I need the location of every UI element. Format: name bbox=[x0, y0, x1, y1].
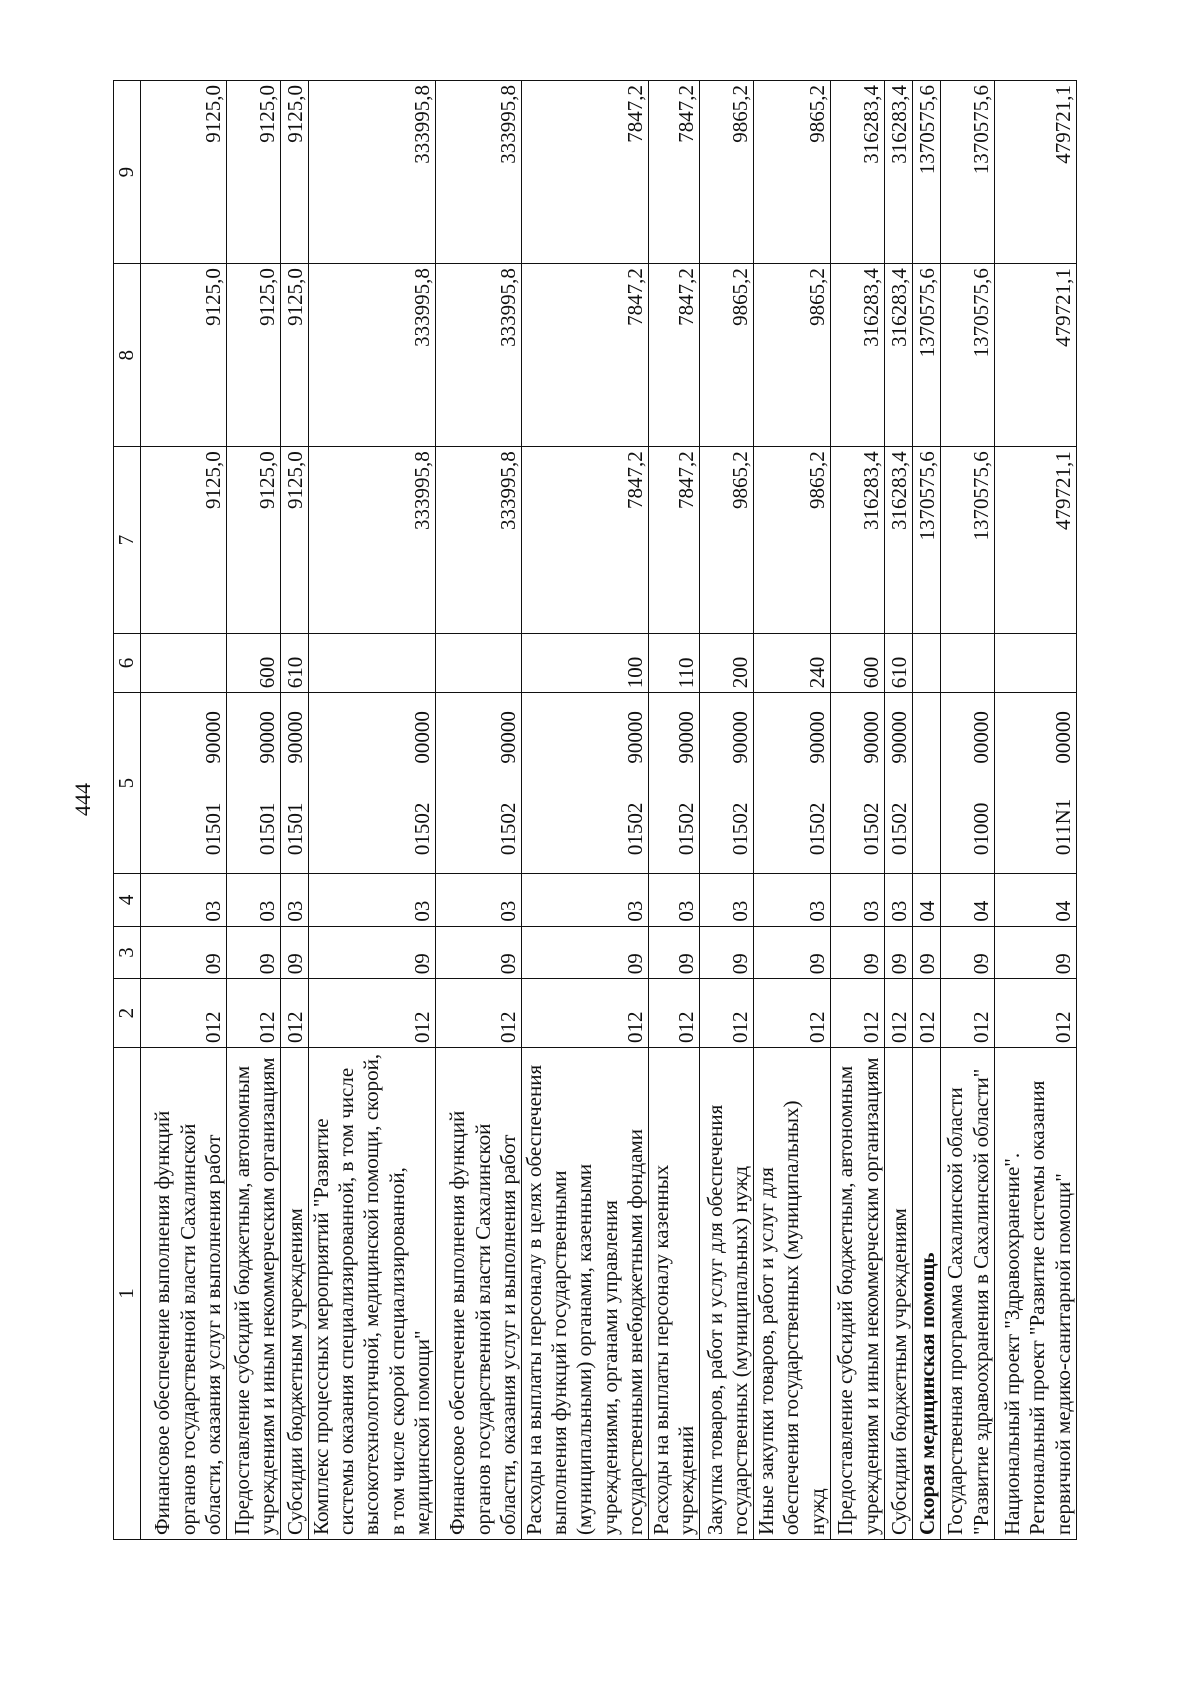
target-article-cell bbox=[648, 693, 699, 874]
row-name-cell: Субсидии бюджетным учреждениям bbox=[281, 1047, 309, 1539]
target-article-prefix: 01502 bbox=[409, 802, 434, 856]
subsection-code-cell: 03 bbox=[700, 874, 754, 927]
expense-type-cell: 100 bbox=[521, 633, 648, 693]
budget-table-rotated bbox=[113, 80, 1200, 1540]
target-article-suffix: 90000 bbox=[674, 711, 699, 764]
row-name-cell: Иные закупки товаров, работ и услуг для обеспечения государственных (муниципальных) нужд bbox=[754, 1047, 831, 1539]
header-cell: 8 bbox=[114, 264, 141, 447]
subsection-code-cell: 03 bbox=[141, 874, 227, 927]
target-article-cell bbox=[994, 693, 1076, 874]
target-article-suffix: 90000 bbox=[254, 711, 279, 764]
table-row bbox=[309, 81, 436, 1540]
amount-cell: 9125,0 bbox=[227, 81, 281, 264]
target-article-cell bbox=[141, 693, 227, 874]
expense-type-cell: 610 bbox=[281, 633, 309, 693]
target-article-suffix: 90000 bbox=[804, 711, 829, 764]
section-code-cell: 09 bbox=[227, 926, 281, 979]
expense-type-cell bbox=[141, 633, 227, 693]
row-name-cell: Национальный проект "Здравоохранение". Региональный проект "Развитие системы оказания первичной медико-санитарной помощи" bbox=[994, 1047, 1076, 1539]
amount-cell: 9865,2 bbox=[754, 264, 831, 447]
target-article-suffix: 00000 bbox=[968, 711, 993, 764]
amount-cell: 1370575,6 bbox=[912, 447, 940, 634]
header-cell: 6 bbox=[114, 633, 141, 693]
expense-type-cell: 600 bbox=[227, 633, 281, 693]
row-name-cell: Государственная программа Сахалинской области "Развитие здравоохранения в Сахалинской области" bbox=[940, 1047, 994, 1539]
target-article-prefix: 01000 bbox=[968, 802, 993, 856]
table-row bbox=[521, 81, 648, 1540]
expense-type-cell: 200 bbox=[700, 633, 754, 693]
target-article-suffix: 90000 bbox=[886, 711, 911, 764]
subsection-code-cell: 03 bbox=[830, 874, 884, 927]
target-article-cell bbox=[830, 693, 884, 874]
amount-cell: 9125,0 bbox=[141, 264, 227, 447]
row-name-cell: Скорая медицинская помощь bbox=[912, 1047, 940, 1539]
amount-cell: 1370575,6 bbox=[940, 264, 994, 447]
header-row bbox=[114, 81, 141, 1540]
table-row bbox=[648, 81, 699, 1540]
subsection-code-cell: 04 bbox=[994, 874, 1076, 927]
amount-cell: 9865,2 bbox=[700, 447, 754, 634]
target-article-cell bbox=[281, 693, 309, 874]
amount-cell: 7847,2 bbox=[521, 264, 648, 447]
amount-cell: 7847,2 bbox=[521, 447, 648, 634]
target-article-prefix: 01501 bbox=[282, 802, 307, 856]
table-row bbox=[830, 81, 884, 1540]
amount-cell: 9865,2 bbox=[700, 264, 754, 447]
admin-code-cell: 012 bbox=[830, 979, 884, 1048]
row-name-cell: Финансовое обеспечение выполнения функций органов государственной власти Сахалинской области, оказания услуг и выполнения работ bbox=[141, 1047, 227, 1539]
admin-code-cell: 012 bbox=[141, 979, 227, 1048]
header-cell: 5 bbox=[114, 693, 141, 874]
section-code-cell: 09 bbox=[141, 926, 227, 979]
amount-cell: 333995,8 bbox=[309, 447, 436, 634]
admin-code-cell: 012 bbox=[940, 979, 994, 1048]
admin-code-cell: 012 bbox=[994, 979, 1076, 1048]
amount-cell: 479721,1 bbox=[994, 447, 1076, 634]
target-article-prefix: 01502 bbox=[858, 802, 883, 856]
table-row bbox=[281, 81, 309, 1540]
section-code-cell: 09 bbox=[309, 926, 436, 979]
subsection-code-cell: 03 bbox=[435, 874, 521, 927]
expense-type-cell: 240 bbox=[754, 633, 831, 693]
amount-cell: 9125,0 bbox=[281, 81, 309, 264]
budget-table bbox=[113, 80, 1077, 1540]
target-article-cell bbox=[912, 693, 940, 874]
header-cell: 4 bbox=[114, 874, 141, 927]
target-article-suffix: 90000 bbox=[495, 711, 520, 764]
section-code-cell: 09 bbox=[648, 926, 699, 979]
section-code-cell: 09 bbox=[754, 926, 831, 979]
expense-type-cell bbox=[309, 633, 436, 693]
amount-cell: 316283,4 bbox=[884, 81, 912, 264]
subsection-code-cell: 04 bbox=[940, 874, 994, 927]
table-row bbox=[435, 81, 521, 1540]
target-article-prefix: 01502 bbox=[495, 802, 520, 856]
header-cell: 3 bbox=[114, 926, 141, 979]
subsection-code-cell: 03 bbox=[754, 874, 831, 927]
target-article-prefix: 011N1 bbox=[1050, 798, 1075, 856]
target-article-prefix: 01502 bbox=[622, 802, 647, 856]
admin-code-cell: 012 bbox=[281, 979, 309, 1048]
amount-cell: 333995,8 bbox=[309, 264, 436, 447]
table-row bbox=[754, 81, 831, 1540]
target-article-prefix: 01502 bbox=[674, 802, 699, 856]
section-code-cell: 09 bbox=[912, 926, 940, 979]
amount-cell: 9125,0 bbox=[281, 264, 309, 447]
section-code-cell: 09 bbox=[281, 926, 309, 979]
page-number: 444 bbox=[70, 783, 95, 816]
amount-cell: 7847,2 bbox=[648, 447, 699, 634]
expense-type-cell bbox=[940, 633, 994, 693]
target-article-prefix: 01502 bbox=[728, 802, 753, 856]
subsection-code-cell: 03 bbox=[281, 874, 309, 927]
target-article-cell bbox=[940, 693, 994, 874]
table-body bbox=[141, 81, 1077, 1540]
admin-code-cell: 012 bbox=[227, 979, 281, 1048]
table-row bbox=[700, 81, 754, 1540]
amount-cell: 9865,2 bbox=[754, 81, 831, 264]
row-name-cell: Расходы на выплаты персоналу казенных учреждений bbox=[648, 1047, 699, 1539]
row-name-cell: Расходы на выплаты персоналу в целях обеспечения выполнения функций государственными (муниципальными) органами, казенными учреждениями, органами управления государственными внебюджетными фондами bbox=[521, 1047, 648, 1539]
target-article-suffix: 90000 bbox=[282, 711, 307, 764]
target-article-prefix: 01502 bbox=[804, 802, 829, 856]
row-name-cell: Комплекс процессных мероприятий "Развитие системы оказания специализированной, в том числе высокотехнологичной, медицинской помощи, скорой, в том числе скорой специализированной, медицинской помощи" bbox=[309, 1047, 436, 1539]
subsection-code-cell: 03 bbox=[521, 874, 648, 927]
amount-cell: 9865,2 bbox=[700, 81, 754, 264]
table-row bbox=[141, 81, 227, 1540]
admin-code-cell: 012 bbox=[700, 979, 754, 1048]
target-article-cell bbox=[227, 693, 281, 874]
expense-type-cell bbox=[912, 633, 940, 693]
target-article-prefix: 01501 bbox=[254, 802, 279, 856]
header-cell: 1 bbox=[114, 1047, 141, 1539]
subsection-code-cell: 03 bbox=[227, 874, 281, 927]
table-row bbox=[940, 81, 994, 1540]
admin-code-cell: 012 bbox=[884, 979, 912, 1048]
amount-cell: 479721,1 bbox=[994, 81, 1076, 264]
target-article-suffix: 90000 bbox=[200, 711, 225, 764]
section-code-cell: 09 bbox=[830, 926, 884, 979]
amount-cell: 333995,8 bbox=[435, 81, 521, 264]
target-article-suffix: 90000 bbox=[858, 711, 883, 764]
amount-cell: 9125,0 bbox=[141, 447, 227, 634]
target-article-cell bbox=[521, 693, 648, 874]
section-code-cell: 09 bbox=[435, 926, 521, 979]
target-article-cell bbox=[435, 693, 521, 874]
header-cell: 2 bbox=[114, 979, 141, 1048]
target-article-suffix: 90000 bbox=[622, 711, 647, 764]
amount-cell: 316283,4 bbox=[884, 447, 912, 634]
table-row bbox=[912, 81, 940, 1540]
amount-cell: 333995,8 bbox=[309, 81, 436, 264]
amount-cell: 316283,4 bbox=[830, 264, 884, 447]
expense-type-cell: 610 bbox=[884, 633, 912, 693]
row-name-cell: Закупка товаров, работ и услуг для обеспечения государственных (муниципальных) нужд bbox=[700, 1047, 754, 1539]
amount-cell: 1370575,6 bbox=[940, 447, 994, 634]
amount-cell: 9125,0 bbox=[227, 264, 281, 447]
amount-cell: 7847,2 bbox=[521, 81, 648, 264]
amount-cell: 9865,2 bbox=[754, 447, 831, 634]
amount-cell: 333995,8 bbox=[435, 447, 521, 634]
amount-cell: 316283,4 bbox=[884, 264, 912, 447]
amount-cell: 9125,0 bbox=[281, 447, 309, 634]
admin-code-cell: 012 bbox=[648, 979, 699, 1048]
amount-cell: 479721,1 bbox=[994, 264, 1076, 447]
target-article-suffix: 90000 bbox=[728, 711, 753, 764]
row-name-cell: Финансовое обеспечение выполнения функций органов государственной власти Сахалинской области, оказания услуг и выполнения работ bbox=[435, 1047, 521, 1539]
amount-cell: 7847,2 bbox=[648, 81, 699, 264]
admin-code-cell: 012 bbox=[912, 979, 940, 1048]
target-article-cell bbox=[700, 693, 754, 874]
amount-cell: 316283,4 bbox=[830, 447, 884, 634]
expense-type-cell: 600 bbox=[830, 633, 884, 693]
expense-type-cell bbox=[994, 633, 1076, 693]
target-article-cell bbox=[884, 693, 912, 874]
row-name-cell: Предоставление субсидий бюджетным, автономным учреждениям и иным некоммерческим организациям bbox=[830, 1047, 884, 1539]
expense-type-cell bbox=[435, 633, 521, 693]
expense-type-cell: 110 bbox=[648, 633, 699, 693]
section-code-cell: 09 bbox=[994, 926, 1076, 979]
admin-code-cell: 012 bbox=[435, 979, 521, 1048]
table-row bbox=[994, 81, 1076, 1540]
amount-cell: 316283,4 bbox=[830, 81, 884, 264]
amount-cell: 7847,2 bbox=[648, 264, 699, 447]
subsection-code-cell: 03 bbox=[648, 874, 699, 927]
amount-cell: 333995,8 bbox=[435, 264, 521, 447]
subsection-code-cell: 03 bbox=[309, 874, 436, 927]
header-cell: 9 bbox=[114, 81, 141, 264]
subsection-code-cell: 04 bbox=[912, 874, 940, 927]
target-article-cell bbox=[754, 693, 831, 874]
header-cell: 7 bbox=[114, 447, 141, 634]
section-code-cell: 09 bbox=[940, 926, 994, 979]
target-article-cell bbox=[309, 693, 436, 874]
amount-cell: 1370575,6 bbox=[940, 81, 994, 264]
amount-cell: 9125,0 bbox=[141, 81, 227, 264]
target-article-prefix: 01501 bbox=[200, 802, 225, 856]
admin-code-cell: 012 bbox=[521, 979, 648, 1048]
admin-code-cell: 012 bbox=[309, 979, 436, 1048]
target-article-suffix: 00000 bbox=[1050, 711, 1075, 764]
admin-code-cell: 012 bbox=[754, 979, 831, 1048]
row-name-cell: Предоставление субсидий бюджетным, автономным учреждениям и иным некоммерческим организациям bbox=[227, 1047, 281, 1539]
subsection-code-cell: 03 bbox=[884, 874, 912, 927]
section-code-cell: 09 bbox=[521, 926, 648, 979]
target-article-prefix: 01502 bbox=[886, 802, 911, 856]
amount-cell: 1370575,6 bbox=[912, 81, 940, 264]
amount-cell: 1370575,6 bbox=[912, 264, 940, 447]
amount-cell: 9125,0 bbox=[227, 447, 281, 634]
row-name-cell: Субсидии бюджетным учреждениям bbox=[884, 1047, 912, 1539]
table-row bbox=[884, 81, 912, 1540]
target-article-suffix: 00000 bbox=[409, 711, 434, 764]
table-row bbox=[227, 81, 281, 1540]
section-code-cell: 09 bbox=[700, 926, 754, 979]
section-code-cell: 09 bbox=[884, 926, 912, 979]
